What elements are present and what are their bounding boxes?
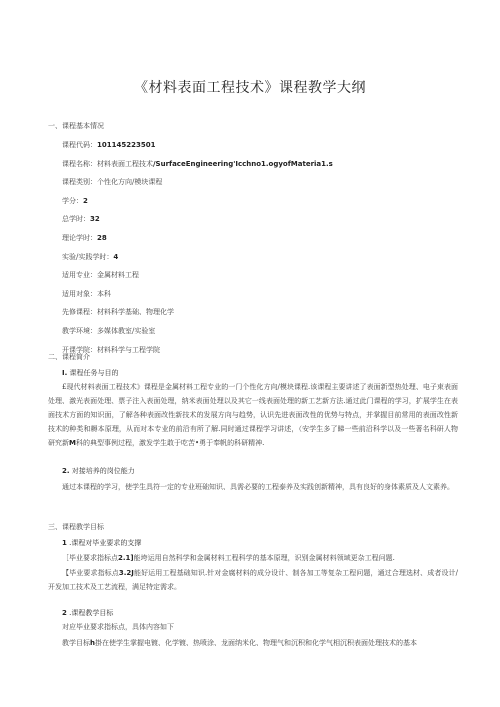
course-info-row (62, 233, 107, 243)
req1-prefix: ［毕业要求指标点 (62, 554, 118, 562)
objective-1-line (62, 638, 462, 648)
objective-1-bold: h (90, 639, 95, 647)
course-info-row (62, 214, 100, 224)
course-info-value: 4 (113, 252, 119, 261)
course-info-row (62, 252, 118, 262)
section2-sub1-num: I. (62, 369, 68, 377)
section3-sub1-text: .课程对毕业要求的支撑 (69, 539, 142, 547)
course-intro-bold: M (69, 439, 76, 447)
req2-prefix: 【毕业要求指标点 (62, 569, 119, 577)
course-info-row (62, 140, 155, 150)
objective-1-prefix: 教学目标 (62, 639, 90, 647)
section2-sub2-text: 对接培养的岗位能力 (71, 467, 135, 475)
section3-sub2-num: 2 (62, 609, 67, 617)
course-info-label: 适用专业：金属材料工程 (62, 271, 139, 280)
section2-sub1-text: 课程任务与目的 (69, 369, 119, 377)
course-info-row (62, 307, 174, 317)
course-info-label: 总学时： (62, 215, 90, 224)
section2-sub1 (62, 368, 119, 378)
course-info-value: 101145223501 (97, 141, 156, 149)
section3-sub1 (62, 538, 141, 548)
req2-text: 能好运用工程基础知识.针对金腐材料的成分设计、制各加工等复杂工程问题，通过合理选材、成者设计/开发加工技术及工艺流程，满足特定需求。 (48, 569, 458, 591)
requirement-2-1 (48, 551, 458, 565)
course-info-label: 学分： (62, 196, 83, 205)
section3-sub2-text: .课程教学目标 (69, 609, 114, 617)
req1-text: 能垮运用自然科学和金属材料工程科学的基本原理，识别金属材料领域更杂工程问题. (133, 554, 395, 562)
course-info-row (62, 326, 155, 336)
course-info-value: /SurfaceEngineering'Icchno1.ogyofMateria1.s (153, 159, 333, 168)
course-info-row (62, 289, 111, 299)
course-intro-paragraph (48, 380, 458, 450)
section3-sub1-num: 1 (62, 539, 67, 547)
job-ability-paragraph (48, 480, 458, 494)
course-info-label: 课程类别：个性化方向/模块课程 (62, 178, 163, 187)
section1-heading: 一、课程基本情况 (48, 122, 104, 130)
course-info-label: 开课学院：材料科学与工程学院 (62, 345, 160, 354)
course-info-label: 教学环境：多媒体教室/实验室 (62, 327, 156, 335)
req2-code: 3.2J (118, 569, 134, 577)
course-info-label: 课程名称：材料表面工程技术 (62, 159, 153, 168)
course-info-label: 先修课程：材料科学基础、物理化学 (62, 308, 174, 317)
req1-code: 2.1] (118, 554, 134, 562)
course-info-row (62, 196, 88, 206)
course-info-row (62, 159, 333, 169)
course-info-label: 实验/实践学时： (62, 252, 114, 261)
document-title: 《材料表面工程技术》课程教学大纲 (134, 80, 366, 96)
section2-sub2-num: 2. (62, 467, 70, 475)
course-info-value: 32 (90, 215, 100, 224)
course-info-row (62, 177, 162, 187)
course-info-value: 28 (97, 234, 107, 242)
course-intro-tail: 科的典型事例过程，激发学生敢于吃苦•勇于奉帆的科研精神. (75, 439, 265, 447)
job-ability-text: 通过本课程的学习，使学生具符一定的专业班础知识、具需必要的工程泰养及实践创新精神，具有良好的身体素质及人文素养。 (62, 483, 454, 491)
section3-sub2 (62, 608, 113, 618)
section2-heading: 二、课程简介 (48, 353, 90, 361)
section2-sub2 (62, 466, 135, 476)
course-info-value: 2 (83, 196, 88, 205)
section3-heading: 三、课程教学目标 (48, 523, 104, 531)
requirement-3-2 (48, 566, 458, 594)
course-info-label: 课程代码： (62, 141, 97, 149)
objective-intro-line: 对应毕业要求指标点，具体内容如下 (62, 623, 174, 631)
course-info-row (62, 270, 139, 280)
course-info-label: 理论学时： (62, 234, 97, 242)
course-info-label: 适用对象：本科 (62, 289, 111, 298)
course-intro-text: £现代材料表面工程技术》课程是金属材料工程专业的一门个性化方向/模块课程.该课程主要讲述了表面新型热处理、电子束表面处理、激光表面处理、票子注入表面处理，纳米表面处理以及其它一线表面处理的新工艺新方法.通过此门课程的学习，扩展学生在表面技术方面的知识面，了解各种表面改性新技术的发展方向与趋势，认识先进表面改性的优势与特点，并掌握目前常用的表面改性新技术的种类和耨本原理，从而对本专业的前沿有所了解.同时通过课程学习讲述，（安学生多了睇一些前沿科学以及一些著名科研人物研究新 (48, 383, 458, 447)
objective-1-text: 掛在使学生掌握电镀、化学镀、热喷涂、龙面纳米化、物理气和沉积和化学气相沉积表面处理技术的基本 (94, 639, 417, 647)
